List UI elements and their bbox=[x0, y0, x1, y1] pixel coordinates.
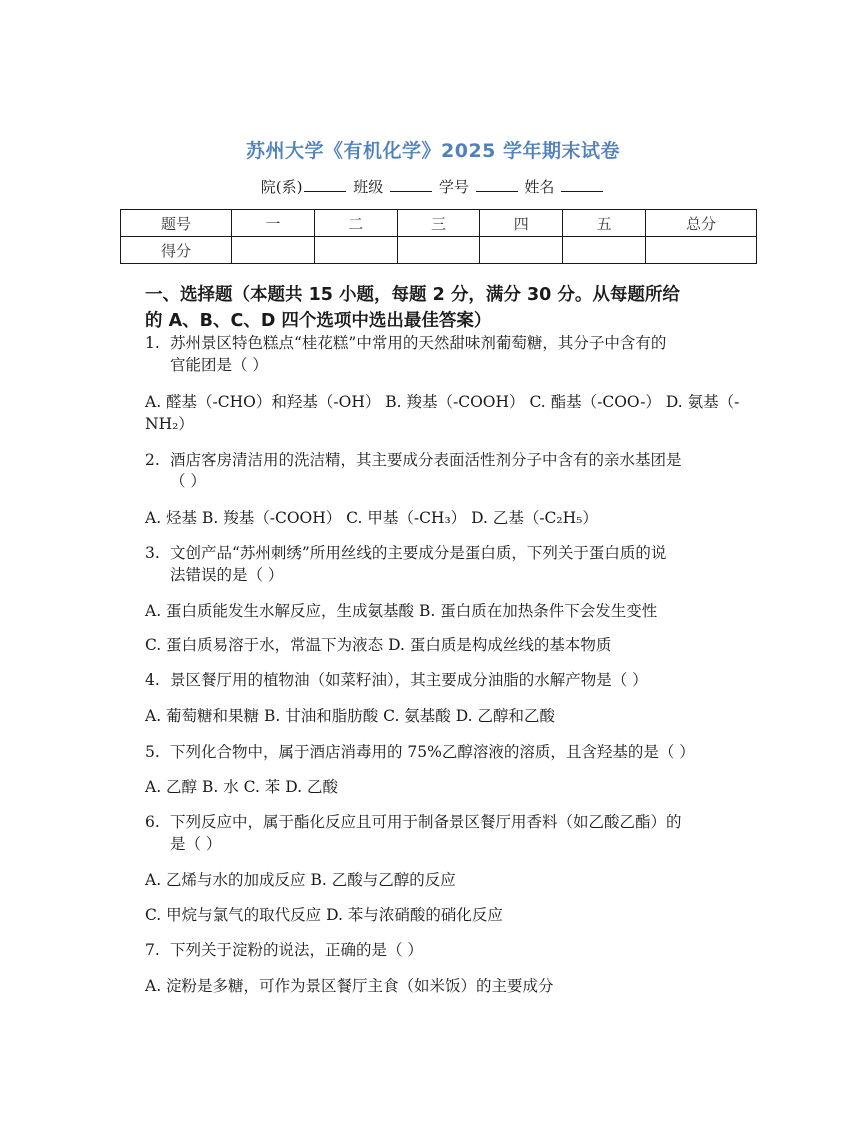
question-5-options: A. 乙醇 B. 水 C. 苯 D. 乙酸 bbox=[145, 778, 338, 796]
score-cell bbox=[646, 237, 757, 264]
question-1-cont: 官能团是（ ） bbox=[170, 356, 268, 374]
header-cell: 五 bbox=[563, 210, 646, 237]
question-6: 6. 下列反应中，属于酯化反应且可用于制备景区餐厅用香料（如乙酸乙酯）的 bbox=[145, 813, 682, 831]
question-4-options: A. 葡萄糖和果糖 B. 甘油和脂肪酸 C. 氨基酸 D. 乙醇和乙酸 bbox=[145, 707, 555, 725]
name-blank bbox=[561, 177, 603, 192]
student-id-blank bbox=[476, 177, 518, 192]
question-3-cont: 法错误的是（ ） bbox=[170, 566, 284, 584]
name-label: 姓名 bbox=[524, 178, 555, 196]
score-cell bbox=[563, 237, 646, 264]
score-table bbox=[120, 209, 757, 264]
section-heading bbox=[145, 282, 745, 334]
section-heading-line-2: 的 A、B、C、D 四个选项中选出最佳答案） bbox=[145, 311, 492, 331]
exam-title: 苏州大学《有机化学》2025 学年期末试卷 bbox=[246, 140, 620, 162]
question-3-options-cd: C. 蛋白质易溶于水，常温下为液态 D. 蛋白质是构成丝线的基本物质 bbox=[145, 636, 612, 654]
student-info-line bbox=[0, 176, 866, 197]
header-cell: 三 bbox=[397, 210, 480, 237]
question-4: 4. 景区餐厅用的植物油（如菜籽油），其主要成分油脂的水解产物是（ ） bbox=[145, 671, 648, 689]
question-1: 1. 苏州景区特色糕点“桂花糕”中常用的天然甜味剂葡萄糖，其分子中含有的 bbox=[145, 334, 667, 352]
question-1-options: A. 醛基（-CHO）和羟基（-OH） B. 羧基（-COOH） C. 酯基（-COO-） D. 氨基（- bbox=[145, 393, 740, 411]
score-cell bbox=[314, 237, 397, 264]
question-6-options-ab: A. 乙烯与水的加成反应 B. 乙酸与乙醇的反应 bbox=[145, 871, 456, 889]
question-1-options-cont: NH₂） bbox=[145, 415, 194, 433]
class-blank bbox=[390, 177, 432, 192]
question-3-options-ab: A. 蛋白质能发生水解反应，生成氨基酸 B. 蛋白质在加热条件下会发生变性 bbox=[145, 602, 658, 620]
question-6-cont: 是（ ） bbox=[170, 835, 222, 853]
score-cell bbox=[232, 237, 315, 264]
header-cell: 题号 bbox=[121, 210, 232, 237]
question-5: 5. 下列化合物中，属于酒店消毒用的 75%乙醇溶液的溶质，且含羟基的是（ ） bbox=[145, 743, 695, 761]
section-heading-line-1: 一、选择题（本题共 15 小题，每题 2 分，满分 30 分。从每题所给 bbox=[145, 285, 680, 305]
class-label: 班级 bbox=[353, 178, 384, 196]
student-id-label: 学号 bbox=[438, 178, 469, 196]
question-2-cont: （ ） bbox=[170, 472, 206, 490]
header-cell: 二 bbox=[314, 210, 397, 237]
question-7: 7. 下列关于淀粉的说法，正确的是（ ） bbox=[145, 941, 423, 959]
question-2-options: A. 烃基 B. 羧基（-COOH） C. 甲基（-CH₃） D. 乙基（-C₂H₅） bbox=[145, 509, 598, 527]
dept-label: 院(系) bbox=[260, 178, 303, 196]
score-table-score-row bbox=[121, 237, 757, 264]
question-2: 2. 酒店客房清洁用的洗洁精，其主要成分表面活性剂分子中含有的亲水基团是 bbox=[145, 451, 682, 469]
score-cell bbox=[480, 237, 563, 264]
dept-blank bbox=[304, 177, 346, 192]
question-7-option-a: A. 淀粉是多糖，可作为景区餐厅主食（如米饭）的主要成分 bbox=[145, 977, 554, 995]
question-6-options-cd: C. 甲烷与氯气的取代反应 D. 苯与浓硝酸的硝化反应 bbox=[145, 906, 503, 924]
header-cell: 总分 bbox=[646, 210, 757, 237]
score-table-header-row bbox=[121, 210, 757, 237]
header-cell: 四 bbox=[480, 210, 563, 237]
question-3: 3. 文创产品“苏州刺绣”所用丝线的主要成分是蛋白质，下列关于蛋白质的说 bbox=[145, 544, 667, 562]
score-cell bbox=[397, 237, 480, 264]
header-cell: 一 bbox=[232, 210, 315, 237]
row-label: 得分 bbox=[121, 237, 232, 264]
